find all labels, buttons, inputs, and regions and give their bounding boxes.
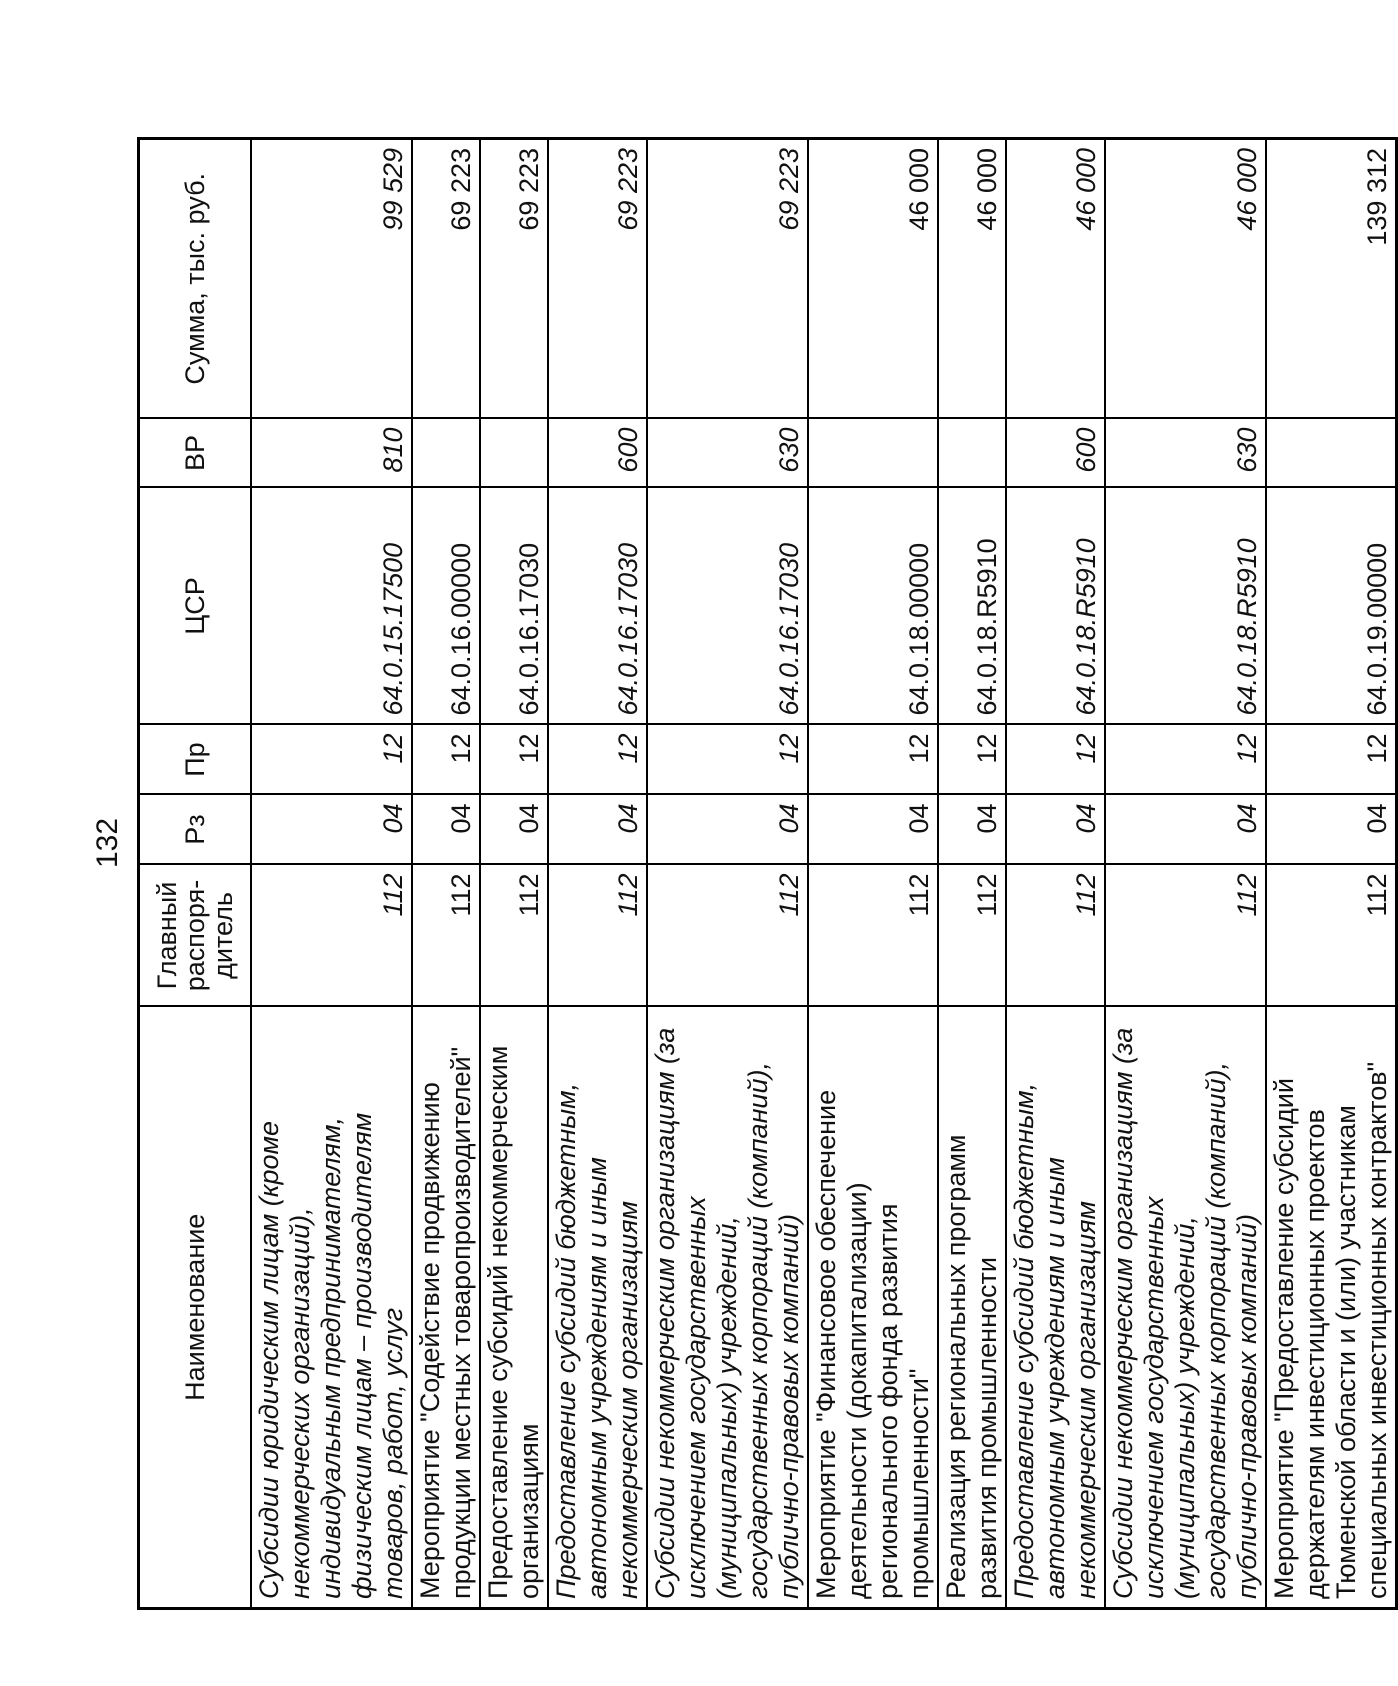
cell-sum: 99 529: [251, 139, 412, 419]
cell-pr: 12: [808, 725, 938, 795]
cell-csr: 64.0.15.17500: [251, 488, 412, 725]
cell-vr: 600: [1006, 419, 1105, 488]
cell-name: Реализация региональных программ развития промышленности: [938, 1007, 1006, 1609]
cell-vr: [938, 419, 1006, 488]
cell-rz: 04: [1006, 795, 1105, 865]
cell-rz: 04: [1105, 795, 1266, 865]
table-row: [548, 139, 647, 1609]
cell-name: Субсидии юридическим лицам (кроме некоммерческих организаций), индивидуальным предпринимателям, физическим лицам – производителям товаров, работ, услуг: [251, 1007, 412, 1609]
cell-name: Субсидии некоммерческим организациям (за исключением государственных (муниципальных) учреждений, государственных корпораций (компаний), публично-правовых компаний): [647, 1007, 808, 1609]
table-row: [412, 139, 480, 1609]
cell-glrs: 112: [1105, 865, 1266, 1007]
cell-glrs: 112: [480, 865, 548, 1007]
cell-rz: 04: [1266, 795, 1397, 865]
cell-rz: 04: [251, 795, 412, 865]
cell-sum: 46 000: [808, 139, 938, 419]
cell-name: Мероприятие "Финансовое обеспечение деятельности (докапитализации) регионального фонда развития промышленности": [808, 1007, 938, 1609]
cell-pr: 12: [1266, 725, 1397, 795]
header-glrs: Главный распоря-дитель: [139, 865, 252, 1007]
cell-pr: 12: [412, 725, 480, 795]
cell-name: Предоставление субсидий бюджетным, автономным учреждениям и иным некоммерческим организациям: [548, 1007, 647, 1609]
cell-glrs: 112: [548, 865, 647, 1007]
header-pr: Пр: [139, 725, 252, 795]
cell-csr: 64.0.16.17030: [548, 488, 647, 725]
cell-vr: [1266, 419, 1397, 488]
page-number: 132: [91, 817, 124, 869]
cell-csr: 64.0.19.00000: [1266, 488, 1397, 725]
header-csr: ЦСР: [139, 488, 252, 725]
cell-name: Предоставление субсидий бюджетным, автономным учреждениям и иным некоммерческим организациям: [1006, 1007, 1105, 1609]
cell-glrs: 112: [938, 865, 1006, 1007]
cell-sum: 69 223: [548, 139, 647, 419]
cell-name: Мероприятие "Содействие продвижению продукции местных товаропроизводителей": [412, 1007, 480, 1609]
cell-vr: 600: [548, 419, 647, 488]
cell-glrs: 112: [1266, 865, 1397, 1007]
cell-vr: [808, 419, 938, 488]
cell-csr: 64.0.18.00000: [808, 488, 938, 725]
table-body: [251, 139, 1397, 1609]
cell-csr: 64.0.16.17030: [480, 488, 548, 725]
cell-pr: 12: [480, 725, 548, 795]
cell-csr: 64.0.16.17030: [647, 488, 808, 725]
cell-name: Субсидии некоммерческим организациям (за исключением государственных (муниципальных) учреждений, государственных корпораций (компаний), публично-правовых компаний): [1105, 1007, 1266, 1609]
cell-csr: 64.0.16.00000: [412, 488, 480, 725]
cell-csr: 64.0.18.R5910: [1105, 488, 1266, 725]
budget-table: [137, 137, 1398, 1610]
cell-sum: 46 000: [1006, 139, 1105, 419]
table-row: [1006, 139, 1105, 1609]
cell-rz: 04: [412, 795, 480, 865]
cell-pr: 12: [251, 725, 412, 795]
rotated-table-container: [137, 140, 1392, 1610]
cell-pr: 12: [1105, 725, 1266, 795]
cell-glrs: 112: [647, 865, 808, 1007]
cell-glrs: 112: [1006, 865, 1105, 1007]
cell-rz: 04: [808, 795, 938, 865]
table-row: [1266, 139, 1397, 1609]
cell-rz: 04: [647, 795, 808, 865]
cell-sum: 69 223: [480, 139, 548, 419]
cell-pr: 12: [548, 725, 647, 795]
header-name: Наименование: [139, 1007, 252, 1609]
table-row: [808, 139, 938, 1609]
cell-name: Мероприятие "Предоставление субсидий держателям инвестиционных проектов Тюменской области и (или) участникам специальных инвестиционных контрактов": [1266, 1007, 1397, 1609]
table-row: [647, 139, 808, 1609]
table-row: [938, 139, 1006, 1609]
cell-rz: 04: [548, 795, 647, 865]
cell-sum: 69 223: [647, 139, 808, 419]
cell-glrs: 112: [251, 865, 412, 1007]
table-header-row: [139, 139, 252, 1609]
cell-sum: 139 312: [1266, 139, 1397, 419]
cell-pr: 12: [647, 725, 808, 795]
cell-sum: 69 223: [412, 139, 480, 419]
cell-rz: 04: [480, 795, 548, 865]
cell-rz: 04: [938, 795, 1006, 865]
cell-glrs: 112: [412, 865, 480, 1007]
cell-sum: 46 000: [938, 139, 1006, 419]
cell-csr: 64.0.18.R5910: [938, 488, 1006, 725]
cell-pr: 12: [938, 725, 1006, 795]
cell-sum: 46 000: [1105, 139, 1266, 419]
cell-name: Предоставление субсидий некоммерческим организациям: [480, 1007, 548, 1609]
table-row: [480, 139, 548, 1609]
cell-glrs: 112: [808, 865, 938, 1007]
table-row: [1105, 139, 1266, 1609]
header-sum: Сумма, тыс. руб.: [139, 139, 252, 419]
table-row: [251, 139, 412, 1609]
header-rz: Рз: [139, 795, 252, 865]
cell-pr: 12: [1006, 725, 1105, 795]
cell-vr: 630: [1105, 419, 1266, 488]
header-vr: ВР: [139, 419, 252, 488]
cell-vr: [480, 419, 548, 488]
cell-vr: [412, 419, 480, 488]
cell-csr: 64.0.18.R5910: [1006, 488, 1105, 725]
cell-vr: 810: [251, 419, 412, 488]
cell-vr: 630: [647, 419, 808, 488]
